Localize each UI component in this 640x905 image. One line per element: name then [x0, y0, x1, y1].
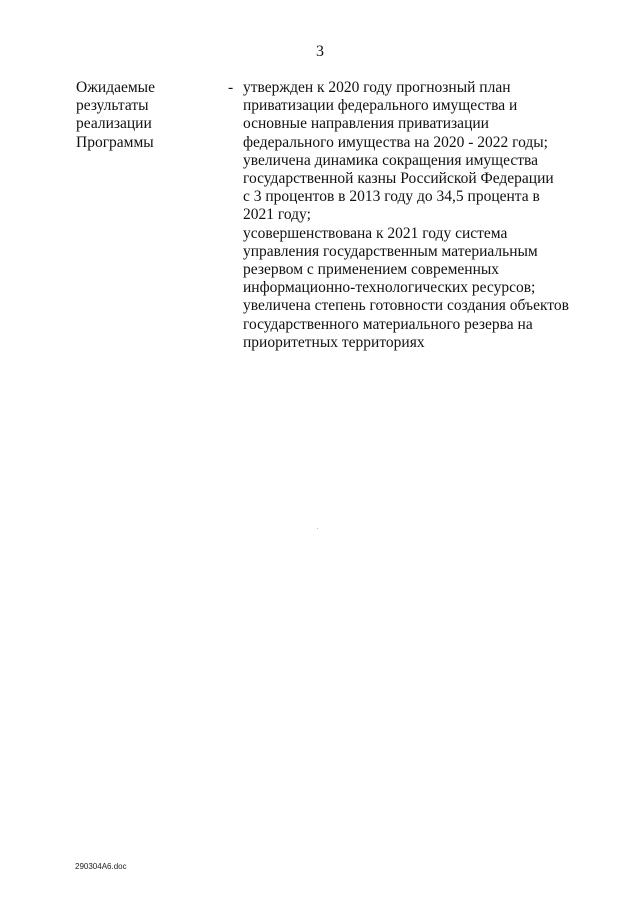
content-line: приватизации федерального имущества и: [243, 97, 518, 115]
footer-filename: 290304A6.doc: [75, 862, 127, 871]
content-line: резервом с применением современных: [243, 261, 500, 279]
section-label-line: Программы: [76, 133, 154, 151]
content-line: основные направления приватизации: [243, 115, 489, 133]
section-content: [243, 79, 573, 352]
scan-speck: [317, 528, 318, 529]
content-line: федерального имущества на 2020 - 2022 годы;: [243, 133, 548, 151]
content-line: усовершенствована к 2021 году система: [243, 224, 508, 242]
content-line: увеличена степень готовности создания объектов: [243, 297, 569, 315]
content-line: 2021 году;: [243, 206, 311, 224]
section-label-line: реализации: [76, 115, 152, 133]
content-line: управления государственным материальным: [243, 242, 538, 260]
content-line: с 3 процентов в 2013 году до 34,5 процента в: [243, 188, 540, 206]
content-line: приоритетных территориях: [243, 333, 425, 351]
page-number: 3: [316, 43, 324, 60]
section-label-line: результаты: [76, 97, 149, 115]
section-label: [76, 79, 206, 152]
content-line: утвержден к 2020 году прогнозный план: [243, 79, 511, 96]
section-label-line: Ожидаемые: [76, 79, 155, 96]
content-line: увеличена динамика сокращения имущества: [243, 151, 539, 169]
list-dash: -: [228, 79, 234, 96]
content-line: государственного материального резерва на: [243, 315, 533, 333]
content-line: государственной казны Российской Федерации: [243, 170, 554, 188]
content-line: информационно-технологических ресурсов;: [243, 279, 536, 297]
